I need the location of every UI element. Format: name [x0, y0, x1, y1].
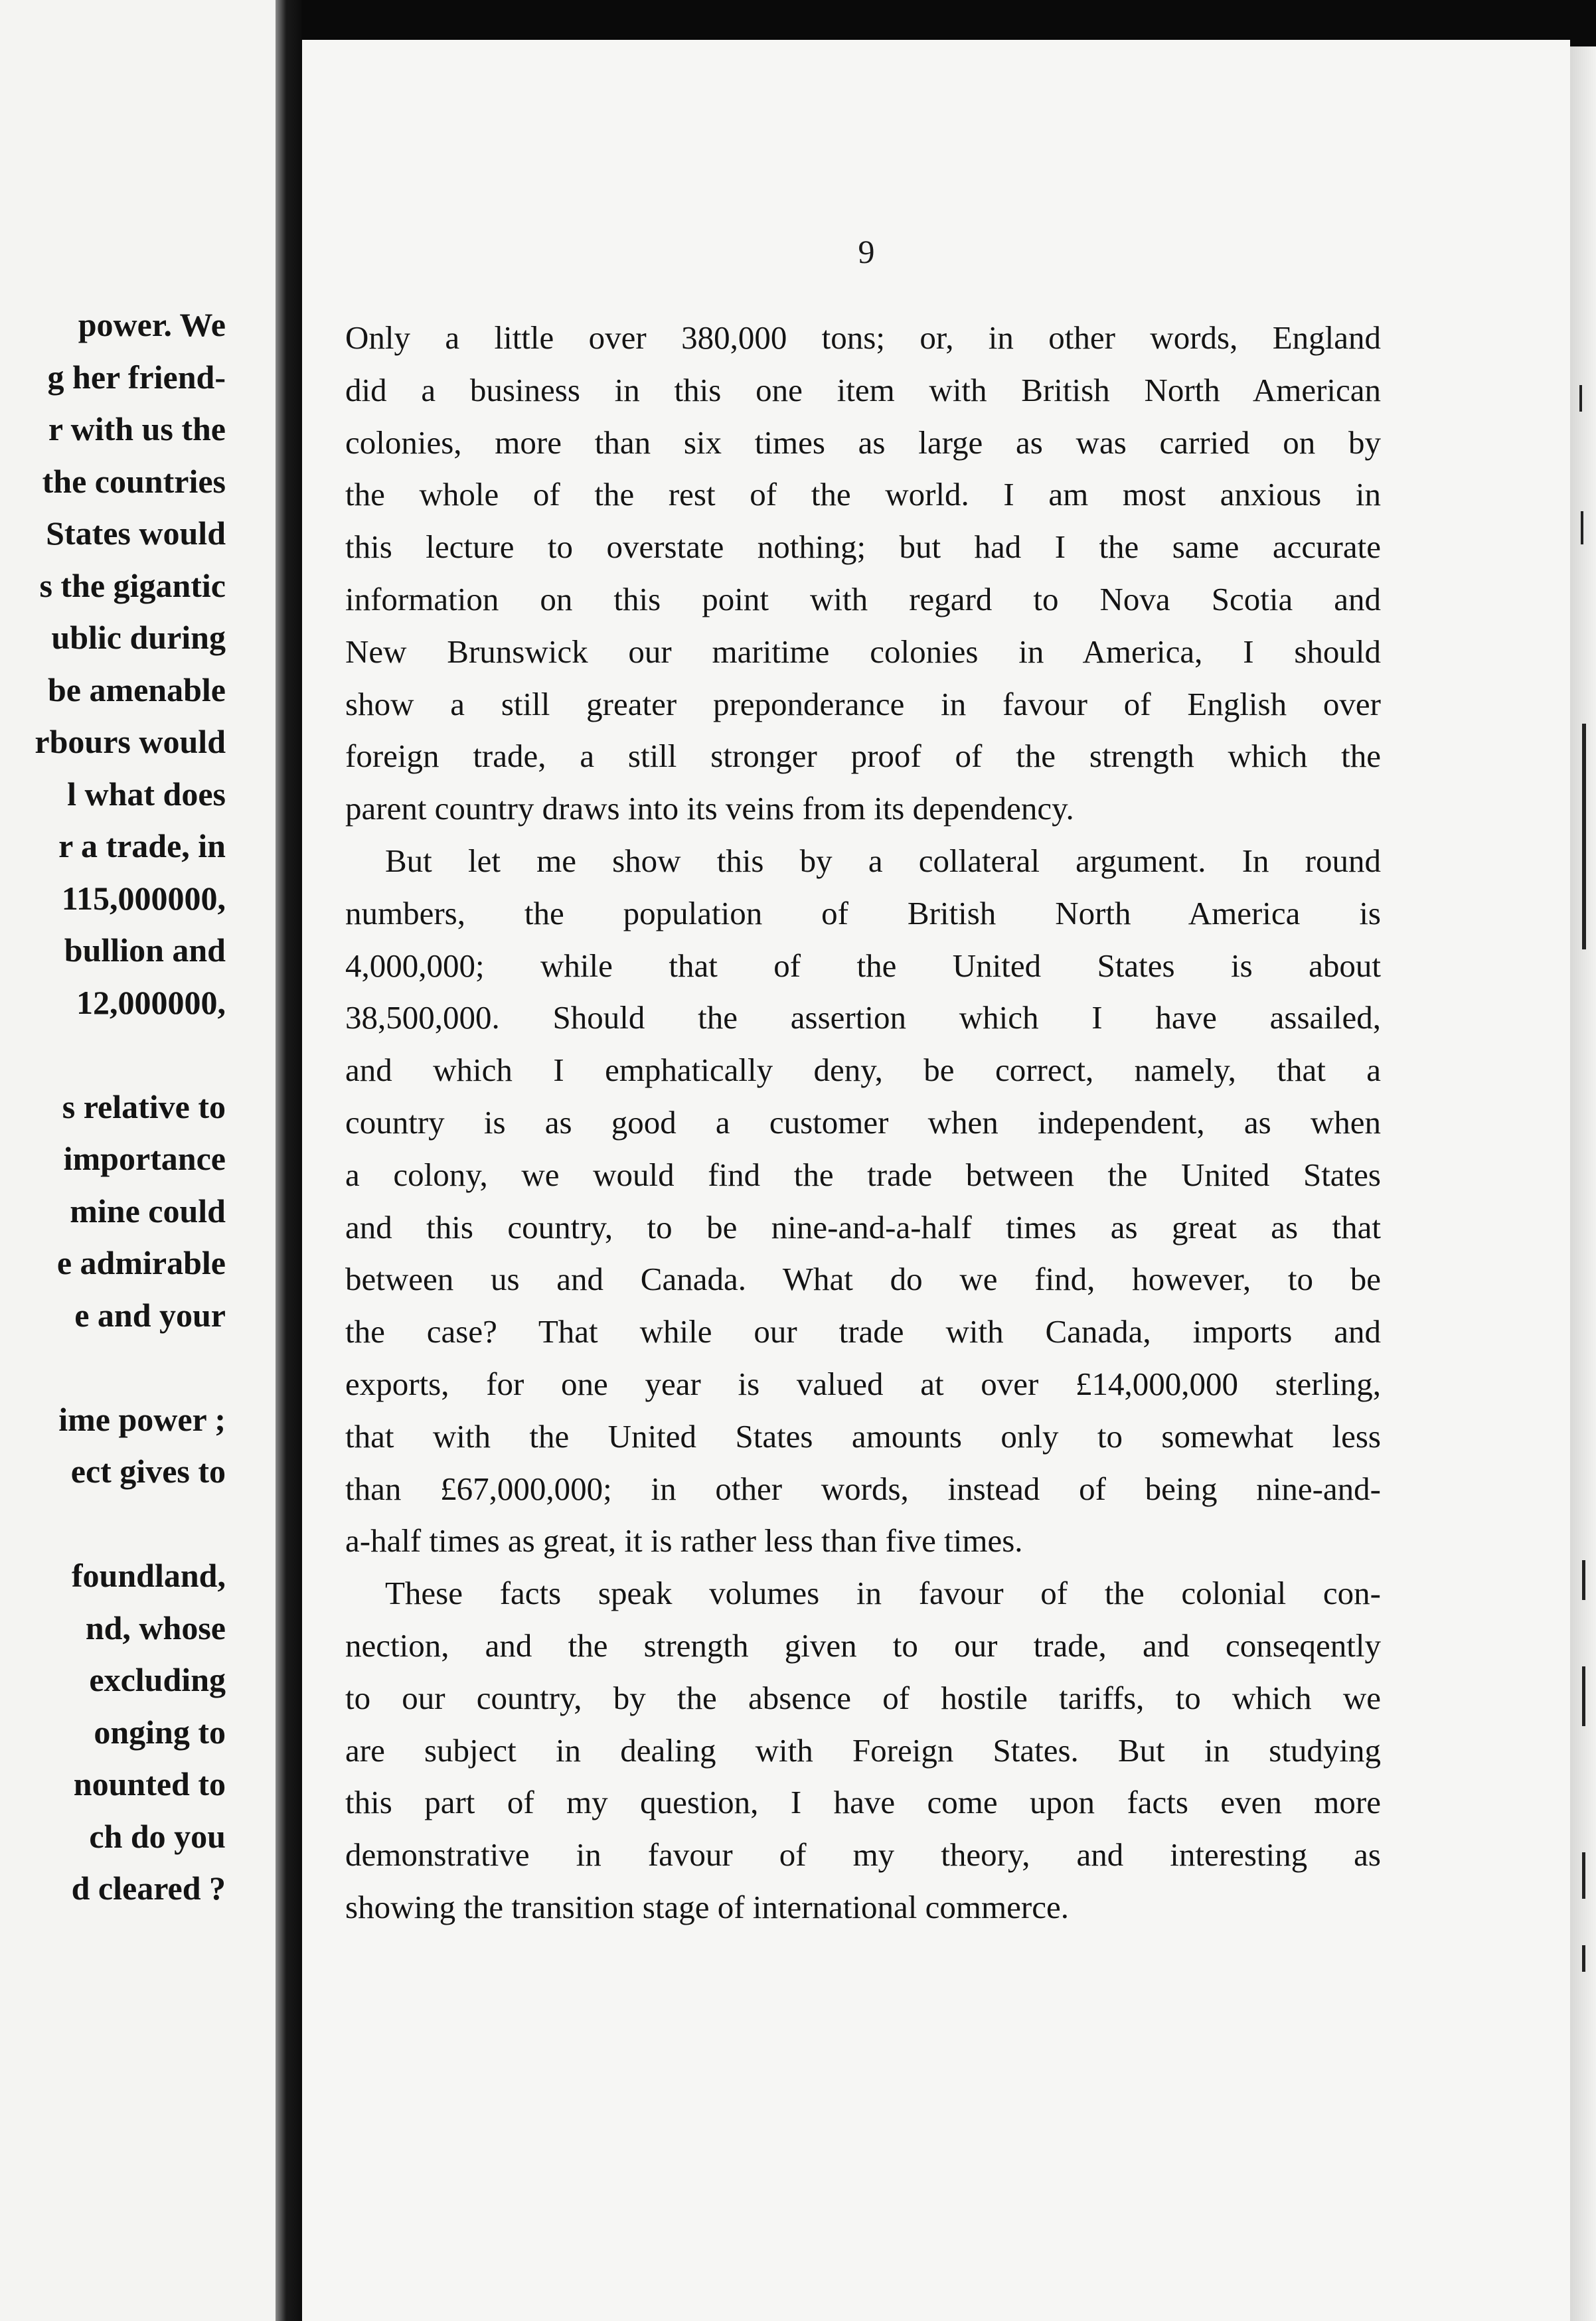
page-edge: [1570, 46, 1596, 2321]
left-page-line: rbours would: [35, 723, 226, 760]
paragraph: [345, 312, 1381, 835]
text-line: this part of my question, I have come upon facts even more: [345, 1784, 1381, 1821]
left-page-line: g her friend-: [47, 358, 226, 396]
text-line: These facts speak volumes in favour of the colonial con-: [385, 1575, 1381, 1612]
text-line: exports, for one year is valued at over £14,000,000 sterling,: [345, 1365, 1381, 1402]
text-line: showing the transition stage of international commerce.: [345, 1888, 1069, 1925]
left-page-line: States would: [46, 515, 226, 552]
left-page-line: ch do you: [89, 1817, 226, 1855]
edge-mark: [1582, 724, 1586, 949]
left-page-line: s the gigantic: [39, 566, 226, 604]
text-line: country is as good a customer when independent, as when: [345, 1103, 1381, 1141]
left-page-line: l what does: [67, 775, 226, 813]
text-line: that with the United States amounts only to somewhat less: [345, 1417, 1381, 1455]
left-page-line: [0, 1341, 226, 1394]
left-page-line: r with us the: [48, 410, 226, 447]
page-number: 9: [858, 233, 875, 270]
text-line: numbers, the population of British North America is: [345, 894, 1381, 931]
edge-mark: [1581, 511, 1583, 544]
edge-mark: [1582, 1560, 1585, 1600]
left-page-line: importance: [63, 1140, 226, 1177]
left-page-line: e admirable: [56, 1244, 226, 1281]
left-page-line: excluding: [89, 1661, 226, 1698]
left-page-line: s relative to: [62, 1087, 226, 1125]
text-line: colonies, more than six times as large as was carried on by: [345, 424, 1381, 461]
left-page-text: [0, 299, 226, 1915]
text-line: nection, and the strength given to our trade, and conseqently: [345, 1627, 1381, 1664]
left-page-line: foundland,: [71, 1557, 226, 1594]
text-line: foreign trade, a still stronger proof of the strength which the: [345, 738, 1381, 775]
left-page-line: the countries: [42, 462, 226, 500]
edge-mark: [1582, 1852, 1585, 1899]
body-text: [345, 312, 1381, 1934]
left-page-fragment: [0, 0, 276, 2321]
text-line: the whole of the rest of the world. I am most anxious in: [345, 476, 1381, 513]
text-line: 4,000,000; while that of the United States is about: [345, 947, 1381, 984]
text-line: the case? That while our trade with Canada, imports and: [345, 1313, 1381, 1350]
left-page-line: 115,000000,: [61, 879, 226, 917]
text-line: this lecture to overstate nothing; but had I the same accurate: [345, 528, 1381, 566]
left-page-line: d cleared ?: [71, 1870, 226, 1907]
paragraph: [345, 835, 1381, 1567]
text-line: and which I emphatically deny, be correct, namely, that a: [345, 1052, 1381, 1089]
text-line: demonstrative in favour of my theory, and interesting as: [345, 1836, 1381, 1874]
edge-mark: [1582, 1945, 1585, 1972]
text-line: parent country draws into its veins from its dependency.: [345, 790, 1074, 827]
left-page-line: 12,000000,: [76, 983, 226, 1021]
text-line: a-half times as great, it is rather less than five times.: [345, 1522, 1023, 1560]
left-page-line: [0, 1028, 226, 1081]
text-line: than £67,000,000; in other words, instead of being nine-and-: [345, 1470, 1381, 1507]
left-page-line: r a trade, in: [58, 827, 226, 864]
text-line: New Brunswick our maritime colonies in America, I should: [345, 633, 1381, 670]
text-line: show a still greater preponderance in favour of English over: [345, 685, 1381, 722]
left-page-line: nounted to: [73, 1765, 226, 1802]
left-page-line: nd, whose: [85, 1609, 226, 1646]
book-gutter: [276, 0, 302, 2321]
text-line: are subject in dealing with Foreign States. But in studying: [345, 1731, 1381, 1769]
left-page-line: onging to: [94, 1713, 226, 1751]
left-page-line: e and your: [74, 1296, 226, 1334]
text-line: between us and Canada. What do we find, however, to be: [345, 1261, 1381, 1298]
text-line: to our country, by the absence of hostile tariffs, to which we: [345, 1679, 1381, 1716]
left-page-line: [0, 1498, 226, 1550]
edge-mark: [1579, 385, 1582, 412]
left-page-line: bullion and: [64, 931, 226, 969]
text-line: did a business in this one item with British North American: [345, 371, 1381, 408]
text-line: But let me show this by a collateral argument. In round: [385, 842, 1381, 879]
text-line: 38,500,000. Should the assertion which I have assailed,: [345, 999, 1381, 1036]
text-line: and this country, to be nine-and-a-half times as great as that: [345, 1208, 1381, 1245]
left-page-line: mine could: [70, 1192, 226, 1230]
paragraph: [345, 1567, 1381, 1934]
left-page-line: ime power ;: [58, 1400, 226, 1438]
left-page-line: ect gives to: [70, 1453, 226, 1490]
text-line: Only a little over 380,000 tons; or, in other words, England: [345, 319, 1381, 356]
text-line: information on this point with regard to Nova Scotia and: [345, 580, 1381, 617]
left-page-line: ublic during: [51, 619, 226, 656]
left-page-line: power. We: [78, 306, 226, 343]
edge-mark: [1582, 1666, 1585, 1726]
left-page-line: be amenable: [47, 671, 226, 708]
text-line: a colony, we would find the trade between the United States: [345, 1156, 1381, 1193]
